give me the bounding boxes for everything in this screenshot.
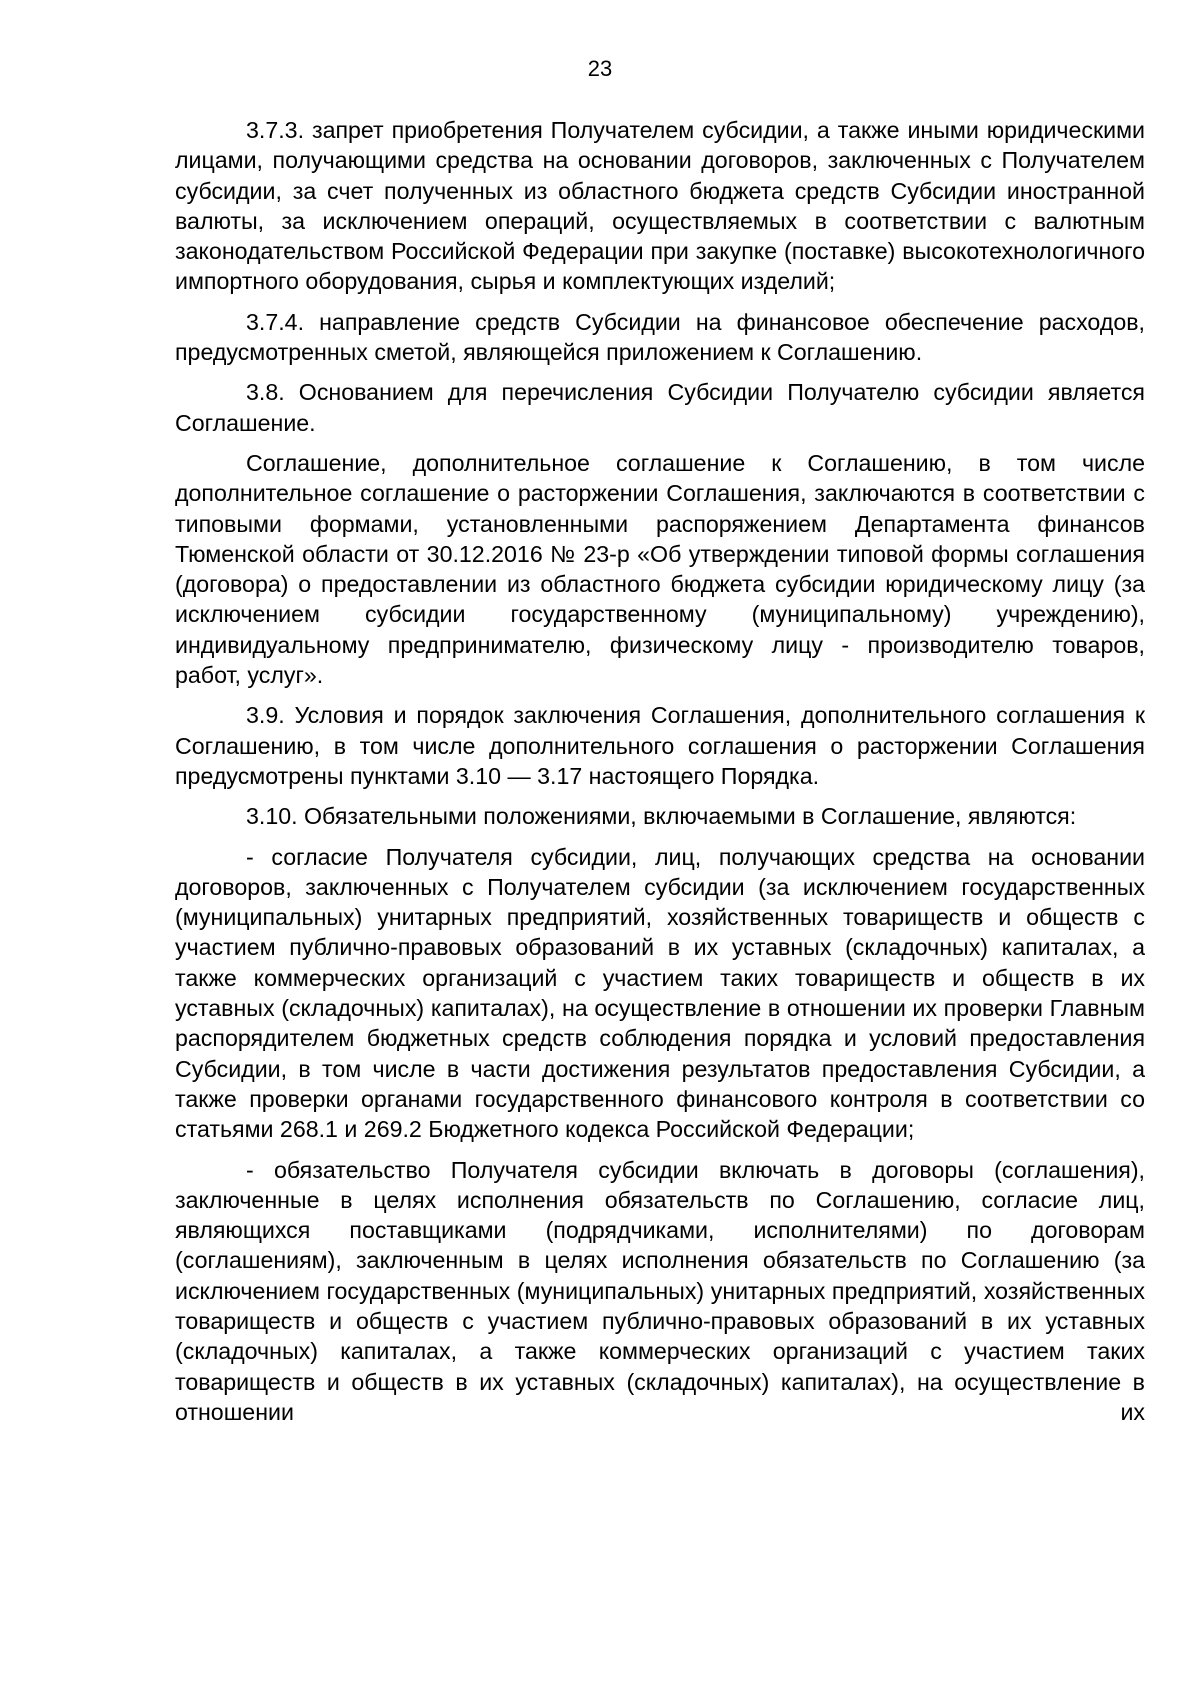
- paragraph-3-7-4: 3.7.4. направление средств Субсидии на финансовое обеспечение расходов, предусмотренных сметой, являющейся приложением к Соглашению.: [175, 308, 1145, 366]
- paragraph-3-10: 3.10. Обязательными положениями, включаемыми в Соглашение, являются:: [246, 803, 1077, 830]
- paragraph-3-7-3: 3.7.3. запрет приобретения Получателем субсидии, а также иными юридическими лицами, получающими средства на основании договоров, заключенных с Получателем субсидии, за счет полученных из областного бюджета средств Субсидии иностранной валюты, за исключением операций, осуществляемых в соответствии с валютным законодательством Российской Федерации при закупке (поставке) высокотехнологичного импортного оборудования, сырья и комплектующих изделий;: [175, 117, 1145, 295]
- paragraph-3-9: 3.9. Условия и порядок заключения Соглашения, дополнительного соглашения к Соглашению, в том числе дополнительного соглашения о расторжении Соглашения предусмотрены пунктами 3.10 — 3.17 настоящего Порядка.: [175, 702, 1145, 789]
- list-item-consent: - согласие Получателя субсидии, лиц, получающих средства на основании договоров, заключенных с Получателем субсидии (за исключением государственных (муниципальных) унитарных предприятий, хозяйственных товариществ и обществ с участием публично-правовых образований в их уставных (складочных) капиталах, а также коммерческих организаций с участием таких товариществ и обществ в их уставных (складочных) капиталах), на осуществление в отношении их проверки Главным распорядителем бюджетных средств соблюдения порядка и условий предоставления Субсидии, в том числе в части достижения результатов предоставления Субсидии, а также проверки органами государственного финансового контроля в соответствии со статьями 268.1 и 269.2 Бюджетного кодекса Российской Федерации;: [175, 843, 1145, 1143]
- page-number: 23: [587, 56, 613, 81]
- paragraph-agreement-forms: Соглашение, дополнительное соглашение к Соглашению, в том числе дополнительное соглашение о расторжении Соглашения, заключаются в соответствии с типовыми формами, установленными распоряжением Департамента финансов Тюменской области от 30.12.2016 № 23-р «Об утверждении типовой формы соглашения (договора) о предоставлении из областного бюджета субсидии юридическому лицу (за исключением субсидии государственному (муниципальному) учреждению), индивидуальному предпринимателю, физическому лицу - производителю товаров, работ, услуг».: [175, 449, 1145, 689]
- list-item-obligation: - обязательство Получателя субсидии включать в договоры (соглашения), заключенные в целях исполнения обязательств по Соглашению, согласие лиц, являющихся поставщиками (подрядчиками, исполнителями) по договорам (соглашениям), заключенным в целях исполнения обязательств по Соглашению (за исключением государственных (муниципальных) унитарных предприятий, хозяйственных товариществ и обществ с участием публично-правовых образований в их уставных (складочных) капиталах, а также коммерческих организаций с участием таких товариществ и обществ в их уставных (складочных) капиталах), на осуществление в отношении их: [175, 1156, 1145, 1425]
- document-body: [175, 115, 1145, 1427]
- paragraph-3-8: 3.8. Основанием для перечисления Субсидии Получателю субсидии является Соглашение.: [175, 379, 1145, 436]
